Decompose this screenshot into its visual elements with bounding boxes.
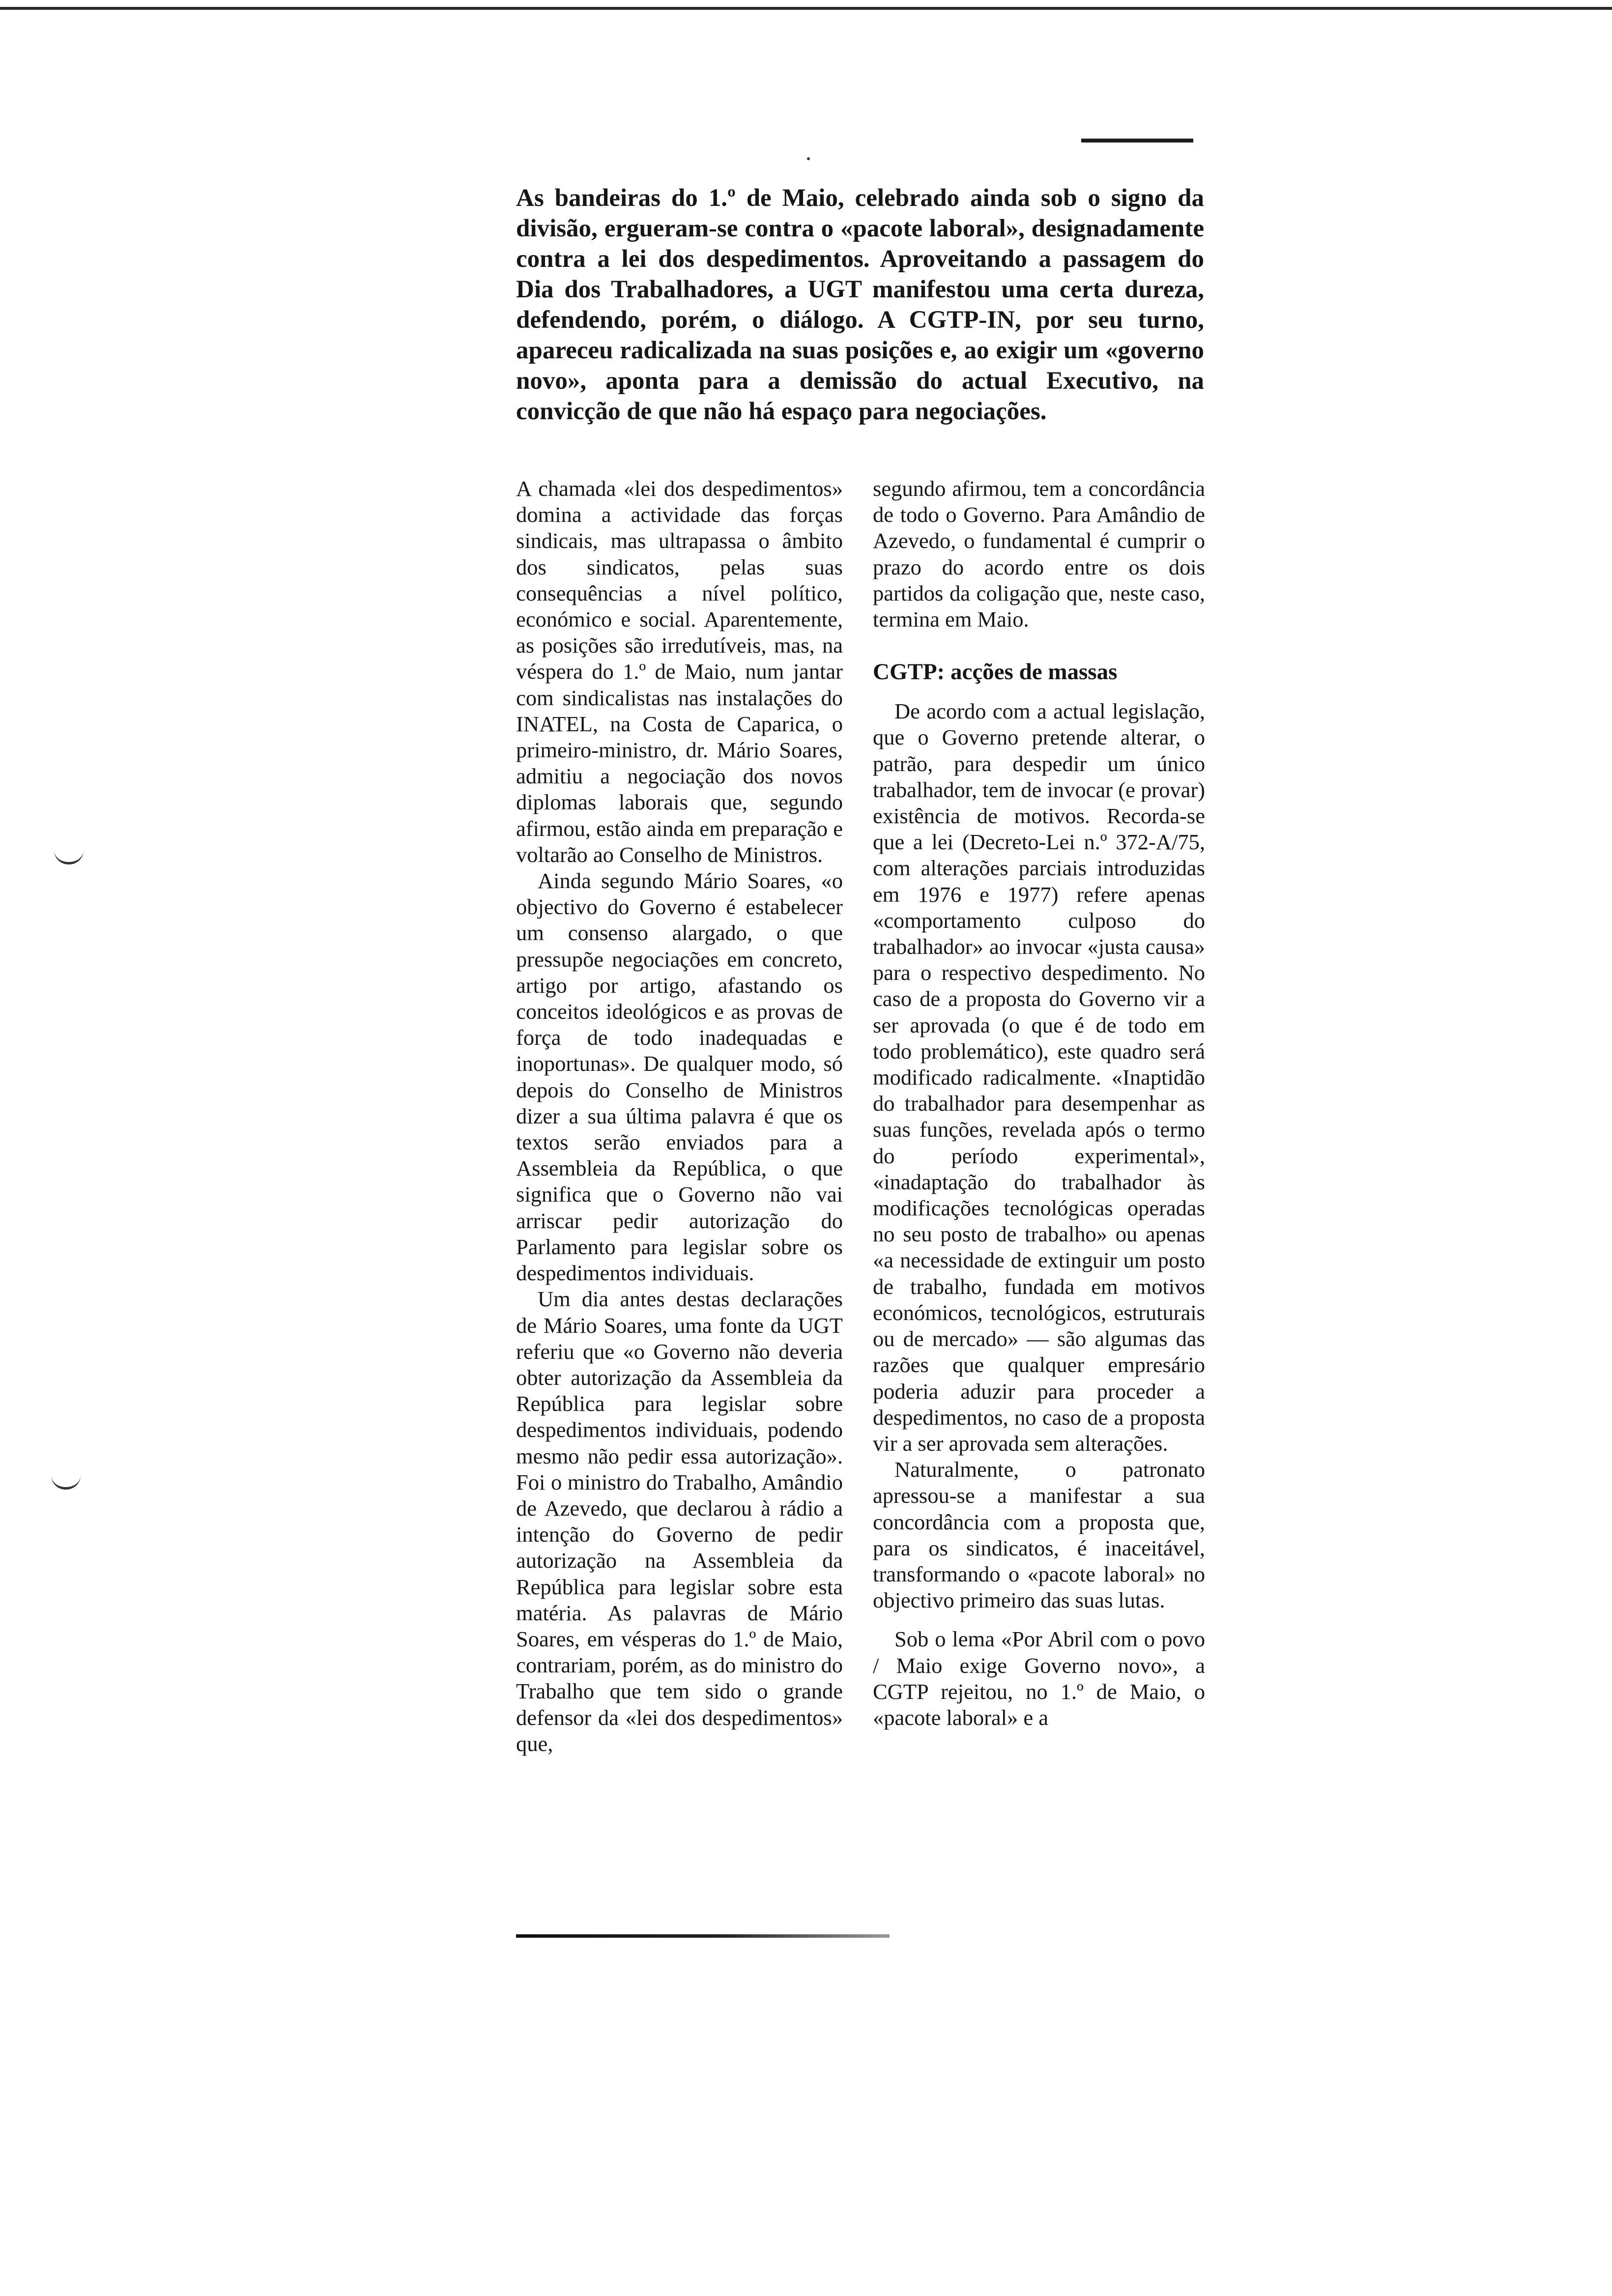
paragraph: segundo afirmou, tem a concordância de todo o Governo. Para Amândio de Azevedo, o fundamental é cumprir o prazo do acordo entre os dois partidos da coligação que, neste caso, termina em Maio. (873, 476, 1205, 632)
right-column (873, 476, 1205, 1731)
paragraph: A chamada «lei dos despedimentos» domina a actividade das forças sindicais, mas ultrapassa o âmbito dos sindicatos, pelas suas consequências a nível político, económico e social. Aparentemente, as posições são irredutíveis, mas, na véspera do 1.º de Maio, num jantar com sindicalistas nas instalações do INATEL, na Costa de Caparica, o primeiro-ministro, dr. Mário Soares, admitiu a negociação dos novos diplomas laborais que, segundo afirmou, estão ainda em preparação e voltarão ao Conselho de Ministros. (516, 476, 843, 867)
paragraph: Um dia antes destas declarações de Mário Soares, uma fonte da UGT referiu que «o Governo não deveria obter autorização da Assembleia da República para legislar sobre despedimentos individuais, podendo mesmo não pedir essa autorização». Foi o ministro do Trabalho, Amândio de Azevedo, que declarou à rádio a intenção do Governo de pedir autorização na Assembleia da República para legislar sobre esta matéria. As palavras de Mário Soares, em vésperas do 1.º de Maio, contrariam, porém, as do ministro do Trabalho que tem sido o grande defensor da «lei dos despedimentos» que, (516, 1287, 843, 1756)
paragraph: Ainda segundo Mário Soares, «o objectivo do Governo é estabelecer um consenso alargado, o que pressupõe negociações em concreto, artigo por artigo, afastando os conceitos ideológicos e as provas de força de todo inadequadas e inoportunas». De qualquer modo, só depois do Conselho de Ministros dizer a sua última palavra é que os textos serão enviados para a Assembleia da República, o que significa que o Governo não vai arriscar pedir autorização do Parlamento para legislar sobre os despedimentos individuais. (516, 868, 843, 1286)
article-lead: As bandeiras do 1.º de Maio, celebrado ainda sob o signo da divisão, ergueram-se contra o «pacote laboral», designadamente contra a lei dos despedimentos. Aproveitando a passagem do Dia dos Trabalhadores, a UGT manifestou uma certa dureza, defendendo, porém, o diálogo. A CGTP-IN, por seu turno, apareceu radicalizada na suas posições e, ao exigir um «governo novo», aponta para a demissão do actual Executivo, na convicção de que não há espaço para negociações. (516, 184, 1204, 425)
margin-mark-lower (51, 1475, 81, 1490)
left-column (516, 476, 843, 1757)
paragraph: De acordo com a actual legislação, que o Governo pretende alterar, o patrão, para despedir um único trabalhador, tem de invocar (e provar) existência de motivos. Recorda-se que a lei (Decreto-Lei n.º 372-A/75, com alterações parciais introduzidas em 1976 e 1977) refere apenas «comportamento culposo do trabalhador» ao invocar «justa causa» para o respectivo despedimento. No caso de a proposta do Governo vir a ser aprovada (o que é de todo em todo problemático), este quadro será modificado radicalmente. «Inaptidão do trabalhador para desempenhar as suas funções, revelada após o termo do período experimental», «inadaptação do trabalhador às modificações tecnológicas operadas no seu posto de trabalho» ou apenas «a necessidade de extinguir um posto de trabalho, fundada em motivos económicos, tecnológicos, estruturais ou de mercado» — são algumas das razões que qualquer empresário poderia aduzir para proceder a despedimentos, no caso de a proposta vir a ser aprovada sem alterações. (873, 699, 1205, 1456)
margin-mark-upper (54, 850, 84, 864)
scan-speck (807, 157, 810, 160)
paragraph: Sob o lema «Por Abril com o povo / Maio exige Governo novo», a CGTP rejeitou, no 1.º de Maio, o «pacote laboral» e a (873, 1627, 1205, 1730)
subheading: CGTP: acções de massas (873, 659, 1118, 685)
bottom-rule (516, 1934, 890, 1938)
paragraph: Naturalmente, o patronato apressou-se a manifestar a sua concordância com a proposta que, para os sindicatos, é inaceitável, transformando o «pacote laboral» no objectivo primeiro das suas lutas. (873, 1457, 1205, 1613)
corner-rule (1081, 139, 1193, 143)
scan-top-border (0, 7, 1612, 10)
